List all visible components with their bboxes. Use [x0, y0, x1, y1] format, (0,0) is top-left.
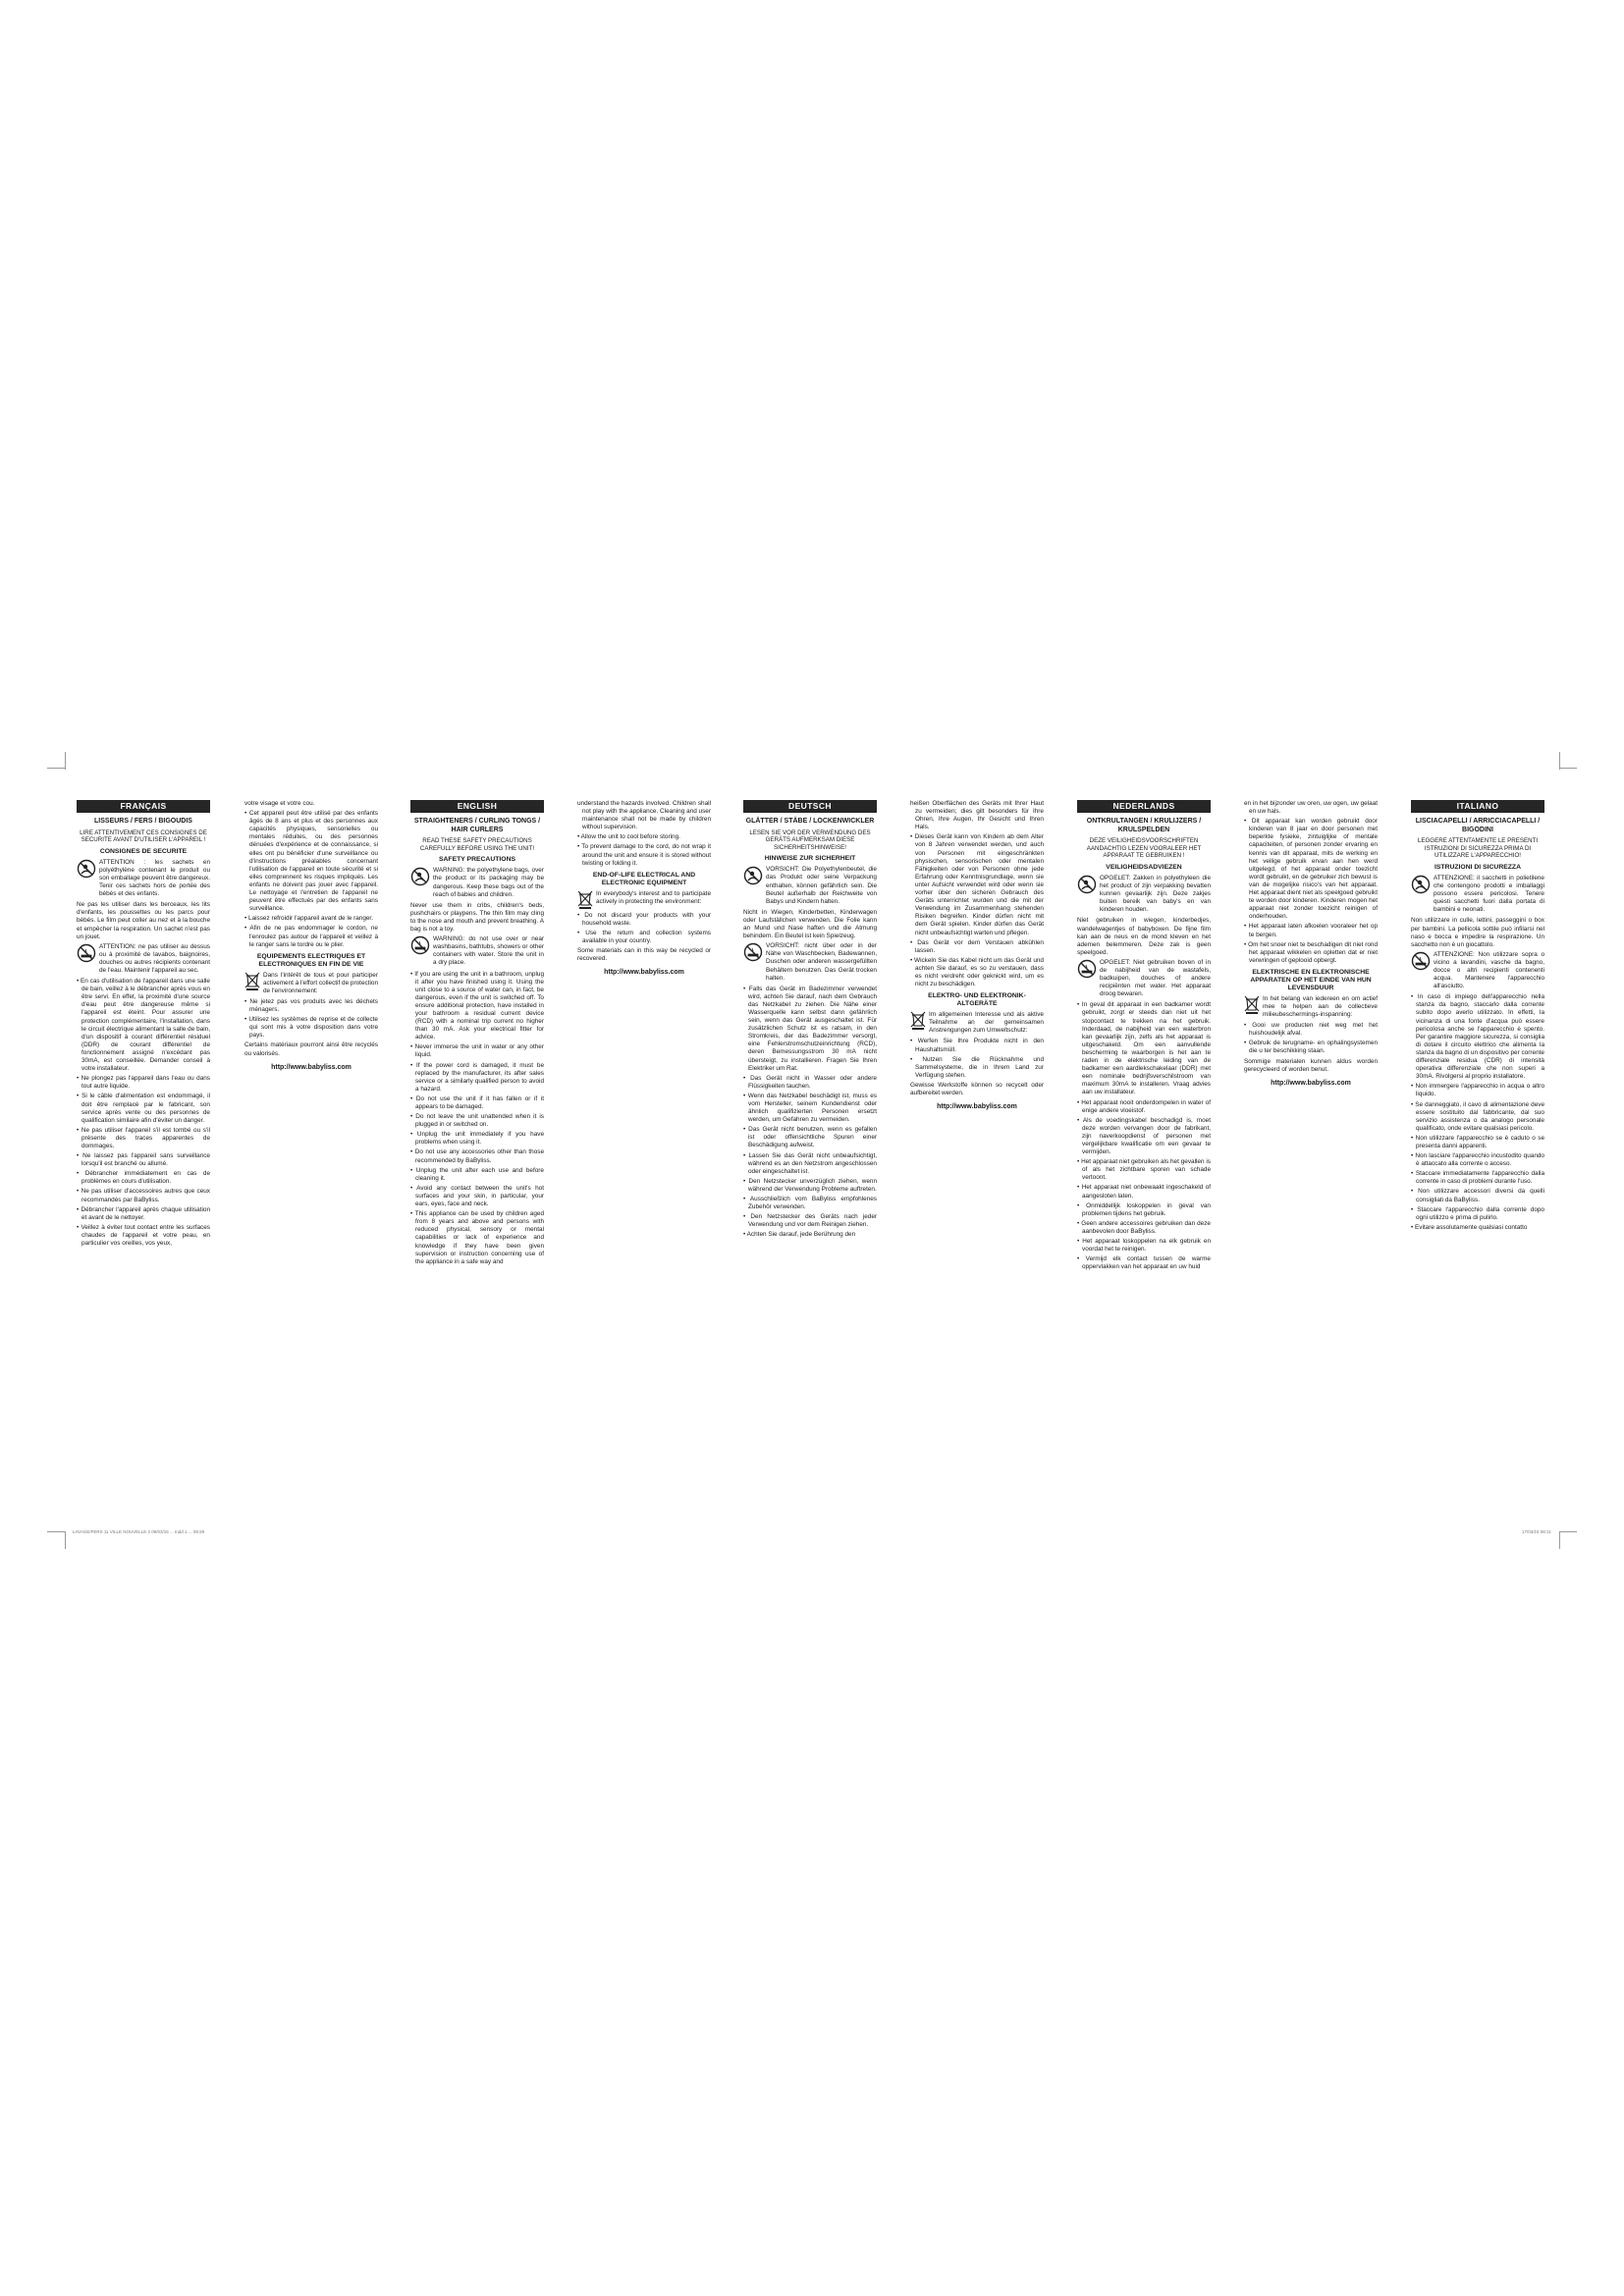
crop-mark [1559, 1531, 1560, 1549]
intro-notice: LIRE ATTENTIVEMENT CES CONSIGNES DE SECURITE AVANT D'UTILISER L'APPAREIL ! [80, 828, 207, 844]
intro-notice: LESEN SIE VOR DER VERWENDUNG DES GERÄTS AUFMERKSAM DIESE SICHERHEITSHINWEISE! [749, 828, 871, 851]
warning-text: ATTENTION: ne pas utiliser au dessus ou à proximité de lavabos, baignoires, douches ou autres récipients contenant de l'eau. Maintenir l'appareil au sec. [99, 942, 210, 974]
website-link[interactable]: http://www.babyliss.com [1271, 1079, 1351, 1087]
list-item: • Do not discard your products with your household waste. [577, 911, 711, 927]
crossed-bin-icon [910, 1011, 926, 1030]
language-banner-it: ITALIANO [1411, 800, 1544, 813]
list-item: • Afin de ne pas endommager le cordon, ne l'enroulez pas autour de l'appareil et veillez à le ranger sans le tordre ou le plier. [244, 925, 378, 948]
no-water-icon [77, 943, 96, 963]
product-title: ONTKRULTANGEN / KRULIJZERS / KRULSPELDEN [1086, 818, 1202, 833]
list-item: • Evitare assolutamente qualsiasi contatto [1411, 1223, 1528, 1231]
list-item: • If the power cord is damaged, it must be replaced by the manufacturer, its after sales service or a similarly qualified person to avoid a hazard. [410, 1061, 544, 1093]
weee-notice [1244, 995, 1378, 1019]
section-heading: HINWEISE ZUR SICHERHEIT [764, 855, 856, 863]
warning-text: ATTENZIONE: il sacchetti in polietilene che contengono prodotti e imballaggi possono essere pericolosi. Tenere questi sacchetti fuori dalla portata di bambini e neonati. [1434, 874, 1544, 914]
list-item: • Se danneggiato, il cavo di alimentazione deve essere sostituito dal fabbricante, dal suo servizio assistenza o da analogo personale qualificato, onde evitare qualsiasi pericolo. [1411, 1100, 1544, 1132]
crop-mark [1559, 752, 1560, 770]
no-water-icon [1077, 959, 1097, 979]
warning-bag [1411, 875, 1544, 914]
warning-water [77, 943, 210, 975]
warning-water [410, 935, 544, 967]
crop-mark [65, 1531, 66, 1549]
no-water-icon [1411, 951, 1431, 971]
paragraph: Some materials can in this way be recycled or recovered. [577, 947, 711, 963]
list-item: • Dieses Gerät kann von Kindern ab dem Alter von 8 Jahren verwendet werden, und auch von Personen mit eingeschränkten physischen, sensorischen oder mentalen Fähigkeiten oder von Personen ohne jede Erfahrung oder Kenntnisgrundlage, wenn sie unter Aufsicht verwendet wird oder wenn sie vorher über den sicheren Gebrauch des Geräts unterrichtet wurden und die mit der Verwendung im Zusammenhang stehenden Risiken begreifen. Kinder dürfen nicht mit dem Gerät spielen. Kinder dürfen das Gerät nicht unbeaufsichtigt warten und pflegen. [910, 833, 1044, 936]
list-item: • Het apparaat nooit onderdompelen in water of enige andere vloeistof. [1077, 1098, 1211, 1114]
list-item: • Non utilizzare l'apparecchio se è caduto o se presenta danni apparenti. [1411, 1134, 1544, 1149]
list-item: • Wenn das Netzkabel beschädigt ist, muss es vom Hersteller, seinem Kundendienst oder ähnlich qualifizierten Personen ersetzt werden, um Gefahren zu vermeiden. [743, 1092, 877, 1124]
warning-bag [77, 859, 210, 898]
section-heading: EQUIPEMENTS ELECTRIQUES ET ELECTRONIQUES EN FIN DE VIE [256, 952, 366, 968]
crop-mark [47, 768, 65, 769]
no-baby-bag-icon [77, 859, 96, 879]
language-banner-en: ENGLISH [410, 800, 544, 813]
list-item: • Das Gerät vor dem Verstauen abkühlen lassen. [910, 938, 1044, 954]
column-de-1 [743, 800, 877, 1242]
crop-mark [47, 1531, 65, 1532]
list-item: • Non utilizzare accessori diversi da quelli consigliati da BaByliss. [1411, 1188, 1544, 1203]
warning-text: VORSICHT: nicht über oder in der Nähe von Waschbecken, Badewannen, Duschen oder anderen wassergefüllten Behältern benutzen. Das Gerät trocken halten. [766, 942, 877, 982]
list-item: • Ne pas utiliser d'accessoires autres que ceux recommandés par BaByliss. [77, 1188, 210, 1203]
list-item: • Den Netzstecker des Geräts nach jeder Verwendung und vor dem Reinigen ziehen. [743, 1213, 877, 1229]
crossed-bin-icon [1244, 995, 1260, 1014]
list-item: • Gooi uw producten niet weg met het huishoudelijk afval. [1244, 1022, 1378, 1038]
paragraph: Sommige materialen kunnen aldus worden gerecycleerd of worden benut. [1244, 1057, 1378, 1073]
list-item: • Falls das Gerät im Badezimmer verwendet wird, achten Sie darauf, nach dem Gebrauch das Netzkabel zu ziehen. Die Nähe einer Wasserquelle kann selbst dann gefährlich sein, wenn das Gerät ausgeschaltet ist. Für zusätzlichen Schutz ist es ratsam, in den Stromkreis, der das Badezimmer versorgt, eine Fehlerstromschutzeinrichtung (RCD), deren Bemessungsstrom 30 mA nicht übersteigt, zu installieren. Fragen Sie Ihren Elektriker um Rat. [743, 985, 877, 1072]
section-heading: ISTRUZIONI DI SICUREZZA [1435, 863, 1521, 871]
warning-text: WARNING: do not use over or near washbasins, bathtubs, showers or other containers with water. Store the unit in a dry place. [433, 935, 544, 967]
paragraph: Ne pas les utiliser dans les berceaux, les lits d'enfants, les poussettes ou les parcs pour bébés. Le film peut coller au nez et à la bouche et empêcher la respiration. Un sachet n'est pas un jouet. [77, 901, 210, 940]
column-de-2 [910, 800, 1044, 1111]
warning-text: OPGELET: Zakken in polyethyleen die het product of zijn verpakking bevatten kunnen gevaarlijk zijn. Deze zakjes buiten bereik van baby's en van kinderen houden. [1100, 874, 1211, 914]
list-item: • In caso di impiego dell'apparecchio nella stanza da bagno, staccarlo dalla corrente subito dopo averlo utilizzato. In effetti, la vicinanza di una fonte d'acqua può essere pericolosa anche se l'apparecchio è spento. Per garantire maggiore sicurezza, si consiglia di dotare il circuito elettrico che alimenta la stanza da bagno di un dispositivo per corrente differenziale residua (CDR) di intensità operativa differenziale che non superi a 30mA. Rivolgersi al proprio installatore. [1411, 993, 1544, 1081]
website-link[interactable]: http://www.babyliss.com [604, 969, 684, 977]
column-fr-2 [244, 800, 378, 1072]
list-item: • Het apparaat laten afkoelen vooraleer het op te bergen. [1244, 923, 1378, 938]
weee-notice [244, 972, 378, 995]
crossed-bin-icon [244, 972, 260, 990]
paragraph: Gewisse Werkstoffe können so recycelt oder aufbereitet werden. [910, 1081, 1044, 1096]
product-title: LISCIACAPELLI / ARRICCIACAPELLI / BIGODINI [1415, 818, 1541, 833]
list-item: • Laissez refroidir l'appareil avant de le ranger. [244, 915, 373, 923]
column-en-2 [577, 800, 711, 977]
warning-water [743, 942, 877, 982]
list-item: • Onmiddellijk loskoppelen in geval van problemen tijdens het gebruik. [1077, 1201, 1211, 1217]
section-heading: ELEKTRISCHE EN ELEKTRONISCHE APPARATEN OP HET EINDE VAN HUN LEVENSDUUR [1250, 968, 1372, 991]
list-item: • Het apparaat loskoppelen na elk gebruik en voordat het te reinigen. [1077, 1238, 1211, 1254]
paragraph: Certains matériaux pourront ainsi être recyclés ou valorisés. [244, 1041, 378, 1057]
list-item: • Non immergere l'apparecchio in acqua o altro liquido. [1411, 1083, 1544, 1098]
list-item: • Das Gerät nicht benutzen, wenn es gefallen ist oder offensichtliche Spuren einer Beschädigung aufweist. [743, 1126, 877, 1149]
warning-water [1077, 959, 1211, 998]
warning-bag [410, 867, 544, 898]
no-baby-bag-icon [1077, 875, 1097, 894]
section-heading: CONSIGNES DE SECURITE [99, 847, 188, 855]
list-item: • Do not leave the unit unattended when it is plugged in or switched on. [410, 1113, 544, 1129]
list-item: • Staccare immediatamente l'apparecchio dalla corrente in caso di problemi durante l'uso. [1411, 1170, 1544, 1186]
no-baby-bag-icon [743, 866, 763, 885]
list-item: • Wickeln Sie das Kabel nicht um das Gerät und achten Sie darauf, es so zu verstauen, dass es nicht verdreht oder geknickt wird, um es nicht zu beschädigen. [910, 956, 1044, 988]
print-slug-right: 17/03/15 08:11 [1522, 1529, 1551, 1534]
list-item: • Het apparaat niet onbewaakt ingeschakeld of aangesloten laten. [1077, 1184, 1211, 1200]
list-item: • Unplug the unit immediately if you have problems when using it. [410, 1131, 544, 1147]
list-item: • Achten Sie darauf, jede Berührung den [743, 1231, 856, 1239]
column-it-1 [1411, 800, 1544, 1234]
list-item: • En cas d'utilisation de l'appareil dans une salle de bain, veillez à le débrancher après vous en être servi. En effet, la proximité d'une source d'eau peut être dangereuse même si l'appareil est éteint. Pour assurer une protection complémentaire, l'installation, dans le circuit électrique alimentant la salle de bain, d'un dispositif à courant différentiel résiduel (DDR) de courant différentiel de fonctionnement assigné n'excédant pas 30mA, est conseillée. Demander conseil à votre installateur. [77, 978, 210, 1073]
list-item: • Gebruik de terugname- en ophalingsystemen die u ter beschikking staan. [1244, 1040, 1378, 1055]
warning-text: ATTENZIONE: Non utilizzare sopra o vicino a lavandini, vasche da bagno, docce o altri recipienti contenenti acqua. Mantenere l'apparecchio all'asciutto. [1434, 950, 1544, 990]
crop-mark [65, 752, 66, 770]
list-item: • Nutzen Sie die Rücknahme und Sammelsysteme, die in Ihrem Land zur Verfügung stehen. [910, 1055, 1044, 1079]
list-item: • If you are using the unit in a bathroom, unplug it after you have finished using it. Using the unit close to a source of water can, in fact, be dangerous, even if the unit is switched off. To ensure additional protection, have installed in your bathroom a residual current device (RCD) with a nominal trip current no higher than 30 mA. Ask your electrical fitter for advice. [410, 970, 544, 1041]
list-item: • Ne laissez pas l'appareil sans surveillance lorsqu'il est branché ou allumé. [77, 1152, 210, 1168]
weee-text: Dans l'intérêt de tous et pour participer activement à l'effort collectif de protection de l'environnement: [263, 971, 378, 994]
product-title: GLÄTTER / STÄBE / LOCKENWICKLER [745, 818, 875, 825]
paragraph: Non utilizzare in culle, lettini, passeggini o box per bambini. La pellicola sottile può infilarsi nel naso e bocca e impedire la respirazione. Un sacchetto non è un giocattolo. [1411, 917, 1544, 948]
list-item: • Lassen Sie das Gerät nicht unbeaufsichtigt, während es an den Netzstrom angeschlossen oder eingeschaltet ist. [743, 1151, 877, 1175]
column-nl-1 [1077, 800, 1211, 1273]
list-item: votre visage et votre cou. [244, 800, 315, 807]
crossed-bin-icon [577, 890, 593, 909]
weee-notice [910, 1011, 1044, 1035]
list-item: • Unplug the unit after each use and before cleaning it. [410, 1166, 544, 1182]
list-item: • Débrancher immédiatement en cas de problèmes en cours d'utilisation. [77, 1170, 210, 1186]
intro-notice: DEZE VEILIGHEIDSVOORSCHRIFTEN AANDACHTIG LEZEN VOORALEER HET APPARAAT TE GEBRUIKEN ! [1086, 837, 1202, 860]
intro-notice: READ THESE SAFETY PRECAUTIONS CAREFULLY BEFORE USING THE UNIT! [419, 837, 535, 852]
no-baby-bag-icon [1411, 875, 1431, 894]
section-heading: SAFETY PRECAUTIONS [438, 856, 516, 864]
list-item: • Ne plongez pas l'appareil dans l'eau ou dans tout autre liquide. [77, 1075, 210, 1091]
no-water-icon [410, 935, 430, 955]
warning-bag [743, 866, 877, 905]
list-item: • Als de voedingskabel beschadigd is, moet deze worden vervangen door de fabrikant, zijn naverkoopdienst of personen met vergelijkbare kwalificatie om een gevaar te vermijden. [1077, 1116, 1211, 1156]
column-fr-1 [77, 800, 210, 1250]
product-title: STRAIGHTENERS / CURLING TONGS / HAIR CURLERS [413, 818, 541, 833]
list-item: • Débrancher l'appareil après chaque utilisation et avant de le nettoyer. [77, 1205, 210, 1221]
list-item: • Geen andere accessoires gebruiken dan deze aanbevolen door BaByliss. [1077, 1219, 1211, 1235]
section-heading: END-OF-LIFE ELECTRICAL AND ELECTRONIC EQUIPMENT [592, 871, 696, 886]
warning-bag [1077, 875, 1211, 914]
list-item: • Ne pas utiliser l'appareil s'il est tombé ou s'il présente des traces apparentes de dommages. [77, 1126, 210, 1149]
paragraph: Never use them in cribs, children's beds, pushchairs or playpens. The thin film may cling to the nose and mouth and prevent breathing. A bag is not a toy. [410, 901, 544, 934]
no-baby-bag-icon [410, 867, 430, 886]
weee-notice [577, 890, 711, 909]
warning-text: ATTENTION : les sachets en polyéthylène contenant le produit ou son emballage peuvent être dangereux. Tenir ces sachets hors de portée des bébés et des enfants. [99, 858, 210, 898]
weee-text: In het belang van iedereen en om actief mee te helpen aan de collectieve milieubeschermings-inspanning: [1263, 994, 1378, 1019]
list-item: • Ne jetez pas vos produits avec les déchets ménagers. [244, 997, 378, 1014]
list-item: • Utilisez les systèmes de reprise et de collecte qui sont mis à votre disposition dans votre pays. [244, 1016, 378, 1040]
list-item: • Allow the unit to cool before storing. [577, 833, 680, 841]
list-item: • Ausschließlich vom BaByliss empfohlenes Zubehör verwenden. [743, 1196, 877, 1211]
list-item: • Vermijd elk contact tussen de warme oppervlakken van het apparaat en uw huid [1077, 1255, 1211, 1271]
list-item: • Das Gerät nicht in Wasser oder andere Flüssigkeiten tauchen. [743, 1074, 877, 1090]
list-item: • Never immerse the unit in water or any other liquid. [410, 1043, 544, 1059]
warning-water [1411, 951, 1544, 990]
list-item: • Non lasciare l'apparecchio incustodito quando è attaccato alla corrente o acceso. [1411, 1152, 1544, 1168]
language-banner-de: DEUTSCH [743, 800, 877, 813]
intro-notice: LEGGERE ATTENTAMENTE LE PRESENTI ISTRUZIONI DI SICUREZZA PRIMA DI UTILIZZARE L'APPARECCHIO! [1417, 837, 1539, 860]
list-item: understand the hazards involved. Children shall not play with the appliance. Cleaning and user maintenance shall not be made by children without supervision. [577, 800, 711, 831]
column-nl-2 [1244, 800, 1378, 1088]
website-link[interactable]: http://www.babyliss.com [937, 1103, 1017, 1111]
list-item: • Do not use any accessories other than those recommended by BaByliss. [410, 1148, 544, 1164]
list-item: • Avoid any contact between the unit's hot surfaces and your skin, in particular, your ears, eyes, face and neck. [410, 1184, 544, 1208]
list-item: • Het apparaat niet gebruiken als het gevallen is of als het zichtbare sporen van schade vertoont. [1077, 1158, 1211, 1182]
list-item: • Cet appareil peut être utilisé par des enfants âgés de 8 ans et plus et des personnes aux capacités physiques, sensorielles ou mentales réduites, ou des personnes dénuées d'expérience et de connaissance, si elles ont pu bénéficier d'une surveillance ou d'instructions préalables concernant l'utilisation de l'appareil en toute sécurité et si elles comprennent les risques impliqués. Les enfants ne doivent pas jouer avec l'appareil. Le nettoyage et l'entretien de l'appareil ne peuvent être effectués par des enfants sans surveillance. [244, 810, 378, 913]
column-en-1 [410, 800, 544, 1268]
warning-text: VORSICHT: Die Polyethylenbeutel, die das Produkt oder seine Verpackung enthalten, können gefährlich sein. Die Beutel außerhalb der Reichweite von Babys und Kindern halten. [766, 866, 877, 905]
list-item: • Use the return and collection systems available in your country. [577, 929, 711, 945]
weee-text: In everybody's interest and to participate actively in protecting the environment: [596, 889, 711, 905]
print-slug-left: LAVAGE/FERS 11 VILLE NOUVELLE 2 09/03/15 ... Indd 1 ... 09:29 [73, 1529, 205, 1534]
product-title: LISSEURS / FERS / BIGOUDIS [94, 818, 192, 825]
list-item: heißen Oberflächen des Geräts mit Ihrer Haut zu vermeiden; dies gilt besonders für Ihre Ohren, Ihre Augen, Ihr Gesicht und Ihren Hals. [910, 800, 1044, 831]
weee-text: Im allgemeinen Interesse und als aktive Teilnahme an der gemeinsamen Anstrengungen zum Umweltschutz: [929, 1011, 1044, 1035]
language-banner-nl: NEDERLANDS [1077, 800, 1211, 813]
section-heading: ELEKTRO- UND ELEKTRONIK-ALTGERÄTE [928, 992, 1026, 1008]
list-item: en in het bijzonder uw oren, uw ogen, uw gelaat en uw hals. [1244, 800, 1378, 816]
list-item: • Om het snoer niet te beschadigen dit niet rond het apparaat wikkelen en opletten dat er niet verwringen of geplooid opbergt. [1244, 940, 1378, 964]
section-heading: VEILIGHEIDSADVIEZEN [1106, 863, 1182, 871]
list-item: • Veillez à éviter tout contact entre les surfaces chaudes de l'appareil et votre peau, en particulier vos oreilles, vos yeux, [77, 1223, 210, 1247]
list-item: • In geval dit apparaat in een badkamer wordt gebruikt, zorgt er steeds dan niet uit het stopcontact te trekken na het gebruik. Inderdaad, de nabijheid van een waterbron kan gevaarlijk zijn, zelfs als het apparaat is uitgeschakeld. Om een aanvullende bescherming te waarborgen is het aan te raden in de elektrische leiding van de badkamer een aardlekschakelaar (DDR) met een nominale bedrijfsverschilstroom van maximum 30mA te installeren. Vraag advies aan uw installateur. [1077, 1001, 1211, 1096]
no-water-icon [743, 942, 763, 962]
crop-mark [1559, 768, 1577, 769]
list-item: • To prevent damage to the cord, do not wrap it around the unit and ensure it is stored without twisting or folding it. [577, 843, 711, 867]
warning-text: WARNING: the polyethylene bags, over the product or its packaging may be dangerous. Keep these bags out of the reach of babies and children. [433, 867, 544, 898]
list-item: • Staccare l'apparecchio dalla corrente dopo ogni utilizzo e prima di pulirlo. [1411, 1205, 1544, 1221]
list-item: • Den Netzstecker unverzüglich ziehen, wenn während der Verwendung Probleme auftreten. [743, 1177, 877, 1193]
list-item: • Do not use the unit if it has fallen or if it appears to be damaged. [410, 1095, 544, 1110]
list-item: • Werfen Sie Ihre Produkte nicht in den Haushaltsmüll. [910, 1038, 1044, 1053]
list-item: • This appliance can be used by children aged from 8 years and above and persons with reduced physical, sensory or mental capabilities or lack of experience and knowledge if they have been given supervision or instruction concerning use of the appliance in a safe way and [410, 1210, 544, 1265]
paragraph: Niet gebruiken in wiegen, kinderbedjes, wandelwagentjes of babyboxen. De fijne film kan aan de neus en de mond kleven en het ademen belemmeren. Deze zak is geen speelgoed. [1077, 917, 1211, 956]
language-banner-fr: FRANÇAIS [77, 800, 210, 813]
list-item: • Dit apparaat kan worden gebruikt door kinderen van 8 jaar en door personen met beperkte fysieke, zintuiglijke of mentale capaciteiten, of personen zonder ervaring en kennis van dit apparaat, mits de werking en het veilige gebruik ervan aan hen werd uitgelegd, of het apparaat onder toezicht wordt gebruikt, en de gebruiker zich bewust is van de mogelijke risico's van het apparaat. Het apparaat dient niet als speelgoed gebruikt te worden door kinderen. Kinderen mogen het apparaat niet zonder toezicht reinigen of onderhouden. [1244, 818, 1378, 921]
paragraph: Nicht in Wiegen, Kinderbetten, Kinderwagen oder Laufställchen verwenden. Die Folie kann an Mund und Nase haften und die Atmung behindern. Ein Beutel ist kein Spielzeug. [743, 908, 877, 940]
list-item: • Si le câble d'alimentation est endommagé, il doit être remplacé par le fabricant, son service après vente ou des personnes de qualification similaire afin d'éviter un danger. [77, 1093, 210, 1124]
warning-text: OPGELET: Niet gebruiken boven of in de nabijheid van de wastafels, badkuipen, douches of andere recipiënten met water. Het apparaat droog bewaren. [1100, 958, 1211, 998]
crop-mark [1559, 1531, 1577, 1532]
website-link[interactable]: http://www.babyliss.com [271, 1063, 352, 1071]
